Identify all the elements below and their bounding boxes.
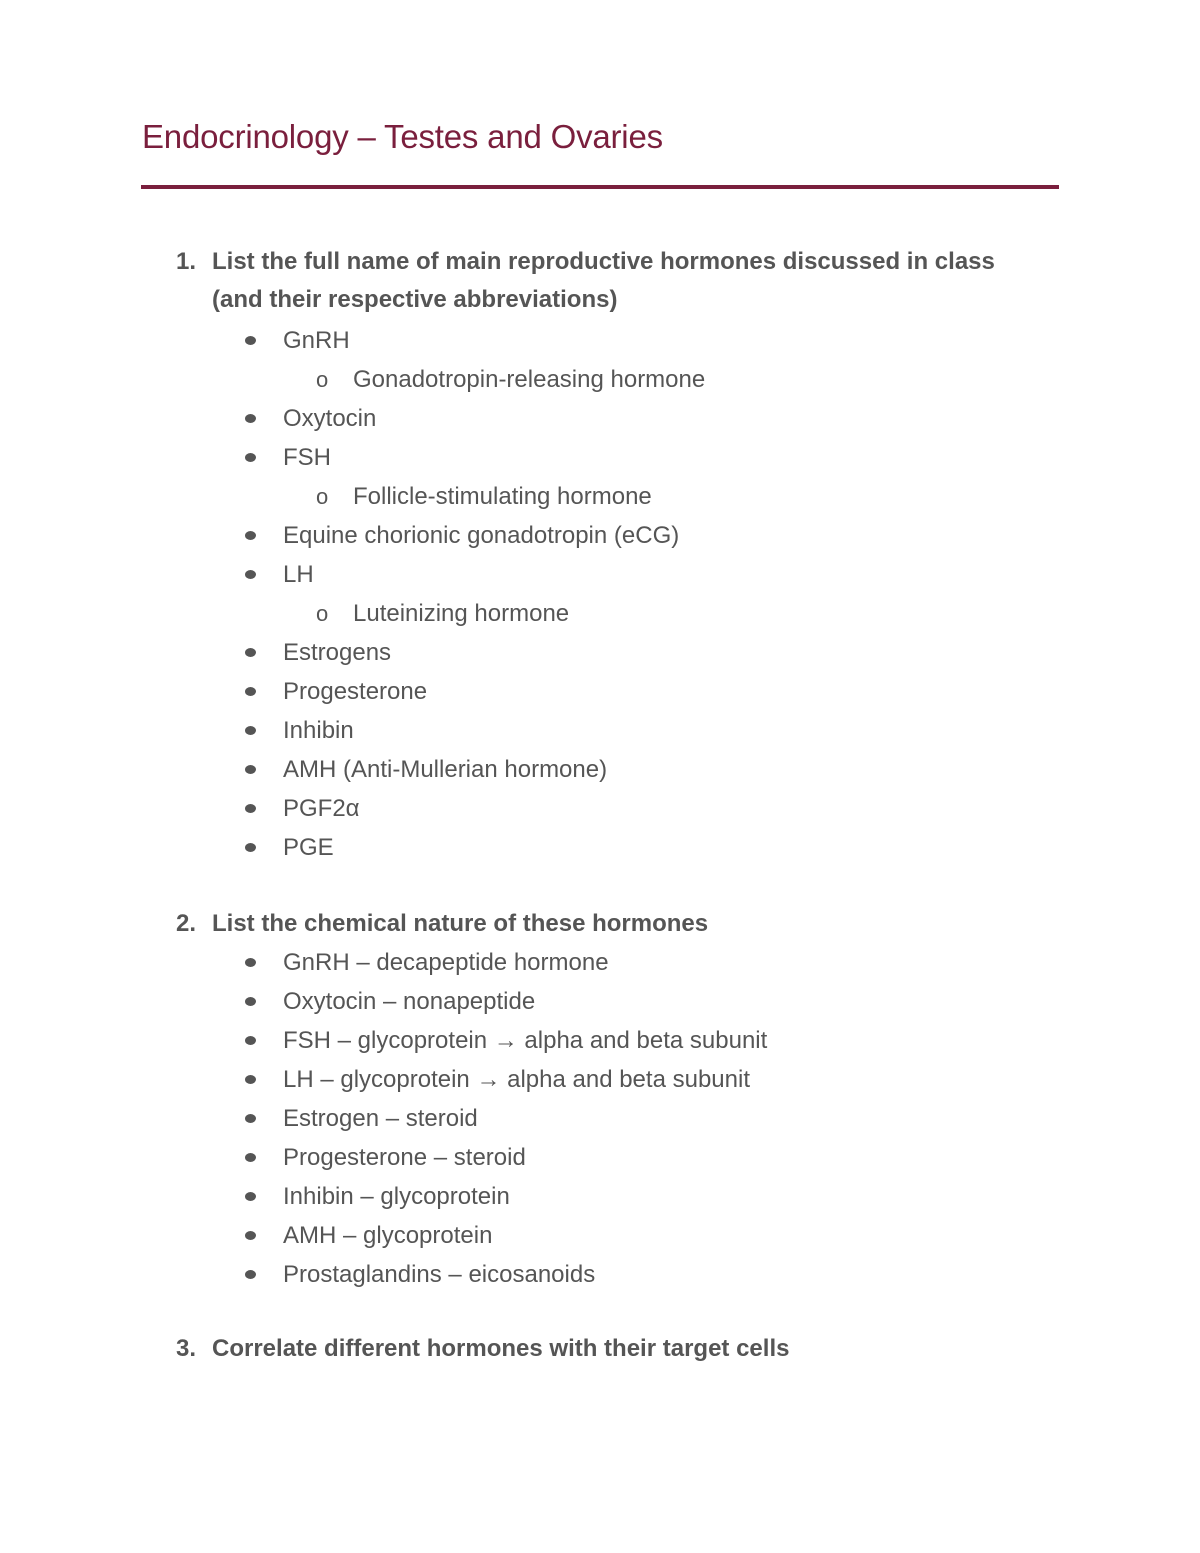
question-1-list <box>0 321 1200 867</box>
question-1-number: 1. <box>176 248 197 275</box>
bullet-icon <box>245 1192 256 1201</box>
bullet-icon <box>245 958 256 967</box>
list-item-label: LH – glycoprotein → alpha and beta subunit <box>283 1066 750 1093</box>
list-item-label: PGF2α <box>283 795 360 822</box>
bullet-icon <box>245 765 256 774</box>
list-item-label: Oxytocin <box>283 405 377 432</box>
list-item <box>0 672 1200 711</box>
circle-bullet-icon: o <box>316 367 329 392</box>
list-item-label: Estrogen – steroid <box>283 1105 478 1132</box>
sub-list-item <box>0 360 1200 399</box>
sub-list-item-label: Follicle-stimulating hormone <box>353 483 652 510</box>
circle-bullet-icon: o <box>316 484 329 509</box>
list-item-label: FSH <box>283 444 331 471</box>
bullet-icon <box>245 1075 256 1084</box>
list-item <box>0 516 1200 555</box>
list-item-label: PGE <box>283 834 334 861</box>
list-item <box>0 982 1200 1021</box>
circle-bullet-icon: o <box>316 601 329 626</box>
bullet-icon <box>245 531 256 540</box>
list-item-label: Progesterone – steroid <box>283 1144 526 1171</box>
list-item <box>0 789 1200 828</box>
question-1-text-line-2: (and their respective abbreviations) <box>212 286 618 313</box>
list-item <box>0 711 1200 750</box>
question-1-heading <box>0 243 1200 321</box>
question-3-text: Correlate different hormones with their target cells <box>212 1335 790 1362</box>
sub-list-item <box>0 477 1200 516</box>
bullet-icon <box>245 804 256 813</box>
list-item-label: GnRH <box>283 327 350 354</box>
question-3-number: 3. <box>176 1335 197 1362</box>
list-item-label: Oxytocin – nonapeptide <box>283 988 536 1015</box>
list-item <box>0 1255 1200 1294</box>
list-item <box>0 1021 1200 1060</box>
list-item-label: Equine chorionic gonadotropin (eCG) <box>283 522 680 549</box>
bullet-icon <box>245 843 256 852</box>
question-3 <box>0 1330 1200 1368</box>
bullet-icon <box>245 336 256 345</box>
list-item-label: Prostaglandins – eicosanoids <box>283 1261 596 1288</box>
list-item <box>0 399 1200 438</box>
list-item-label: Inhibin <box>283 717 354 744</box>
bullet-icon <box>245 1270 256 1279</box>
sub-list-item <box>0 594 1200 633</box>
bullet-icon <box>245 1036 256 1045</box>
sub-list-item-label: Luteinizing hormone <box>353 600 570 627</box>
title-divider <box>141 185 1059 189</box>
list-item <box>0 1099 1200 1138</box>
list-item <box>0 828 1200 867</box>
list-item-label: AMH – glycoprotein <box>283 1222 493 1249</box>
list-item-label: FSH – glycoprotein → alpha and beta subunit <box>283 1027 768 1054</box>
question-2-list <box>0 943 1200 1294</box>
list-item <box>0 943 1200 982</box>
question-2-number: 2. <box>176 910 197 937</box>
list-item <box>0 1138 1200 1177</box>
question-2-heading <box>0 905 1200 943</box>
list-item <box>0 438 1200 477</box>
list-item <box>0 1216 1200 1255</box>
list-item <box>0 555 1200 594</box>
list-item-label: LH <box>283 561 314 588</box>
bullet-icon <box>245 414 256 423</box>
list-item-label: Inhibin – glycoprotein <box>283 1183 510 1210</box>
list-item-label: GnRH – decapeptide hormone <box>283 949 609 976</box>
list-item <box>0 750 1200 789</box>
bullet-icon <box>245 997 256 1006</box>
question-1 <box>0 243 1200 867</box>
list-item <box>0 1060 1200 1099</box>
sub-list-item-label: Gonadotropin-releasing hormone <box>353 366 706 393</box>
list-item-label: Estrogens <box>283 639 392 666</box>
bullet-icon <box>245 1114 256 1123</box>
bullet-icon <box>245 1231 256 1240</box>
bullet-icon <box>245 1153 256 1162</box>
question-1-text-line-1: List the full name of main reproductive hormones discussed in class <box>212 248 995 275</box>
page-title: Endocrinology – Testes and Ovaries <box>142 118 663 155</box>
bullet-icon <box>245 453 256 462</box>
bullet-icon <box>245 687 256 696</box>
list-item <box>0 321 1200 360</box>
question-3-heading <box>0 1330 1200 1368</box>
list-item-label: Progesterone <box>283 678 428 705</box>
bullet-icon <box>245 726 256 735</box>
question-2-text: List the chemical nature of these hormones <box>212 910 709 937</box>
bullet-icon <box>245 570 256 579</box>
question-2 <box>0 905 1200 1294</box>
list-item <box>0 1177 1200 1216</box>
bullet-icon <box>245 648 256 657</box>
list-item-label: AMH (Anti-Mullerian hormone) <box>283 756 608 783</box>
list-item <box>0 633 1200 672</box>
